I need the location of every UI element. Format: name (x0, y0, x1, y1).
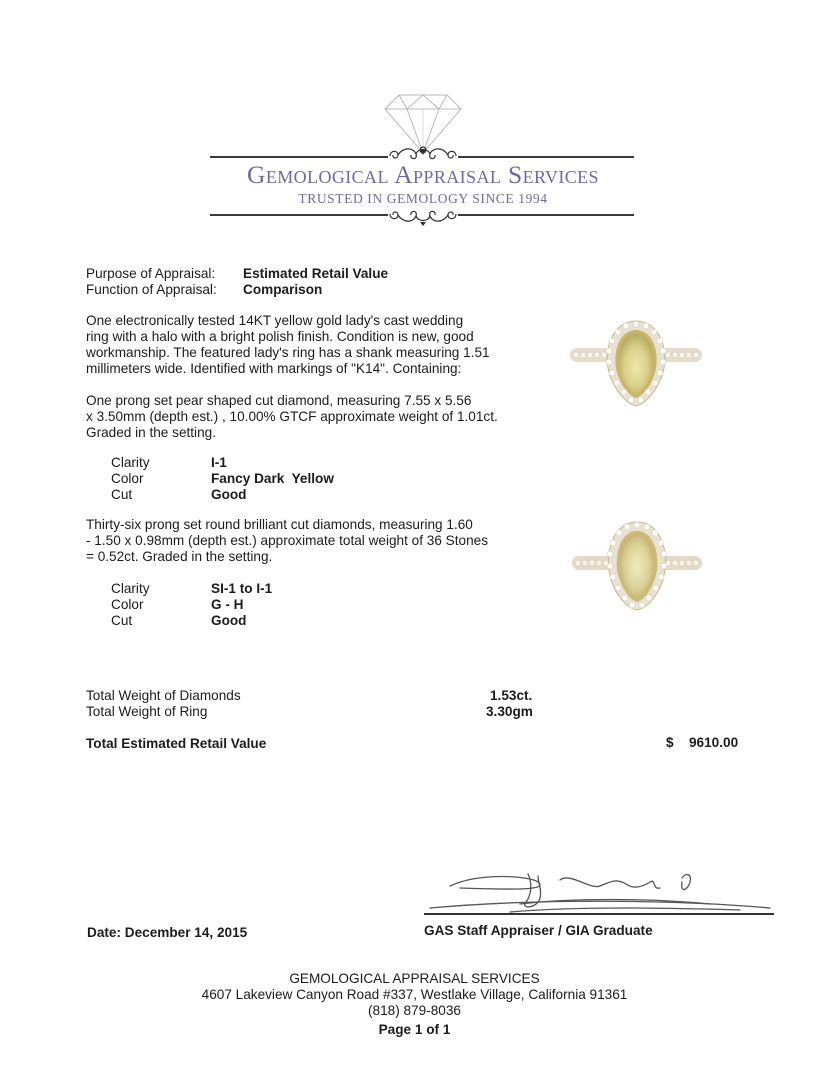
grade-label-clarity: Clarity (111, 455, 150, 470)
center-stone-description (86, 393, 498, 441)
footer-company: GEMOLOGICAL APPRAISAL SERVICES (289, 971, 540, 986)
grade-value-color: Fancy Dark Yellow (211, 471, 334, 486)
total-retail-value: 9610.00 (689, 735, 739, 750)
description-line: ring with a halo with a bright polish finish. Condition is new, good (86, 329, 474, 344)
description-line: workmanship. The featured lady's ring has a shank measuring 1.51 (86, 345, 490, 360)
description-line: One electronically tested 14KT yellow gold lady's cast wedding (86, 313, 464, 328)
grade-label-color: Color (111, 471, 144, 486)
total-diamond-weight-label: Total Weight of Diamonds (86, 688, 241, 703)
appraiser-title: GAS Staff Appraiser / GIA Graduate (424, 923, 653, 938)
description-line: Thirty-six prong set round brilliant cut diamonds, measuring 1.60 (86, 517, 473, 532)
total-diamond-weight-value: 1.53ct. (490, 688, 533, 703)
description-line: Graded in the setting. (86, 425, 216, 440)
ring-description (86, 313, 490, 377)
signature-line (424, 913, 774, 915)
appraisal-date: Date: December 14, 2015 (87, 925, 248, 940)
description-line: millimeters wide. Identified with markings of "K14". Containing: (86, 361, 462, 376)
header-rule-top-left (210, 156, 388, 158)
grade-label-cut: Cut (111, 613, 133, 628)
company-tagline: TRUSTED IN GEMOLOGY SINCE 1994 (298, 191, 548, 206)
function-value: Comparison (243, 282, 323, 297)
grade-value-cut: Good (211, 613, 247, 628)
description-line: One prong set pear shaped cut diamond, measuring 7.55 x 5.56 (86, 393, 472, 408)
grade-value-clarity: I-1 (211, 455, 227, 470)
grade-value-cut: Good (211, 487, 247, 502)
description-line: - 1.50 x 0.98mm (depth est.) approximate total weight of 36 Stones (86, 533, 488, 548)
function-label: Function of Appraisal: (86, 282, 217, 297)
currency-symbol: $ (666, 735, 674, 750)
header-rule-bottom-right (458, 214, 634, 216)
header-rule-bottom-left (210, 214, 388, 216)
header-rule-top-right (458, 156, 634, 158)
grade-label-clarity: Clarity (111, 581, 150, 596)
flourish-ornament-bottom (386, 204, 460, 226)
grade-label-cut: Cut (111, 487, 133, 502)
grade-value-clarity: SI-1 to I-1 (211, 581, 273, 596)
total-ring-weight-label: Total Weight of Ring (86, 704, 208, 719)
ring-photo-2 (570, 518, 704, 614)
grade-label-color: Color (111, 597, 144, 612)
page-number: Page 1 of 1 (378, 1022, 451, 1037)
ring-photo-1 (568, 318, 704, 408)
description-line: = 0.52ct. Graded in the setting. (86, 549, 273, 564)
purpose-value: Estimated Retail Value (243, 266, 389, 281)
company-logo-title: Gemological Appraisal Services (247, 160, 599, 189)
description-line: x 3.50mm (depth est.) , 10.00% GTCF approximate weight of 1.01ct. (86, 409, 498, 424)
total-ring-weight-value: 3.30gm (486, 704, 533, 719)
side-stones-description (86, 517, 488, 565)
footer-phone: (818) 879-8036 (368, 1003, 461, 1018)
total-retail-value-label: Total Estimated Retail Value (86, 736, 267, 751)
purpose-label: Purpose of Appraisal: (86, 266, 216, 281)
grade-value-color: G - H (211, 597, 244, 612)
footer-address: 4607 Lakeview Canyon Road #337, Westlake Village, California 91361 (201, 987, 628, 1002)
